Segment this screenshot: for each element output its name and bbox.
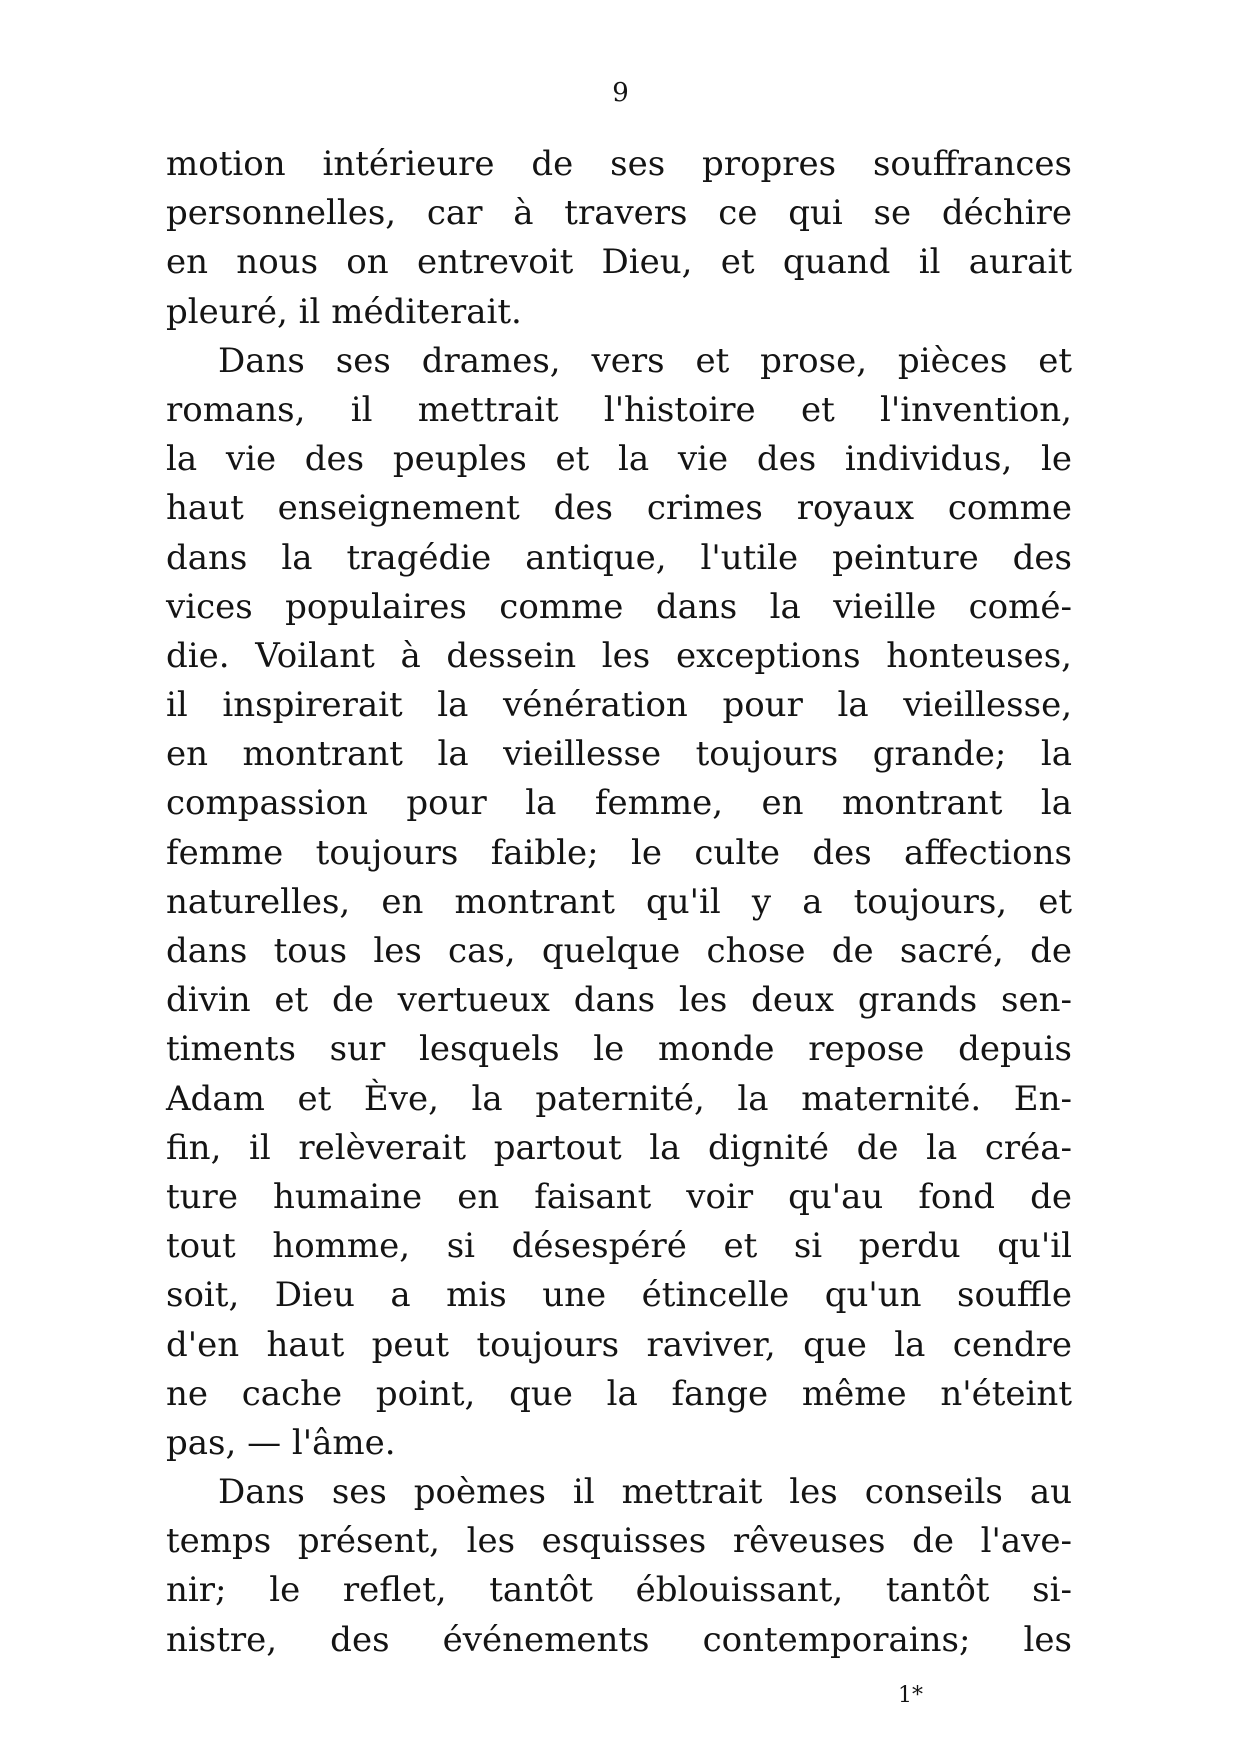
- text-line: timents sur lesquels le monde repose depuis: [166, 1029, 1072, 1070]
- text-line: la vie des peuples et la vie des individus, le: [166, 439, 1072, 480]
- text-line: pleuré, il méditerait.: [166, 291, 522, 332]
- text-line: naturelles, en montrant qu'il y a toujours, et: [166, 881, 1072, 922]
- text-line: pas, — l'âme.: [166, 1422, 396, 1463]
- text-line: Adam et Ève, la paternité, la maternité. En-: [166, 1078, 1072, 1119]
- text-line: die. Voilant à dessein les exceptions honteuses,: [166, 635, 1072, 676]
- paragraph-start-line: Dans ses drames, vers et prose, pièces et: [218, 340, 1072, 381]
- text-line: ture humaine en faisant voir qu'au fond de: [166, 1176, 1072, 1217]
- text-line: romans, il mettrait l'histoire et l'invention,: [166, 389, 1072, 430]
- text-line: il inspirerait la vénération pour la vieillesse,: [166, 685, 1072, 726]
- text-line: vices populaires comme dans la vieille comé-: [166, 586, 1072, 627]
- body-text: [166, 140, 1072, 1665]
- text-line: ne cache point, que la fange même n'éteint: [166, 1373, 1072, 1414]
- text-line: temps présent, les esquisses rêveuses de l'ave-: [166, 1521, 1072, 1562]
- text-line: personnelles, car à travers ce qui se déchire: [166, 193, 1072, 234]
- paragraph-start-line: Dans ses poèmes il mettrait les conseils au: [218, 1472, 1072, 1513]
- text-line: en montrant la vieillesse toujours grande; la: [166, 734, 1072, 775]
- text-line: motion intérieure de ses propres souffrances: [166, 144, 1072, 184]
- text-line: nir; le reflet, tantôt éblouissant, tantôt si-: [166, 1570, 1072, 1611]
- text-line: compassion pour la femme, en montrant la: [166, 783, 1072, 824]
- text-line: divin et de vertueux dans les deux grands sen-: [166, 980, 1072, 1021]
- text-line: d'en haut peut toujours raviver, que la cendre: [166, 1324, 1072, 1365]
- text-line: soit, Dieu a mis une étincelle qu'un souffle: [166, 1275, 1072, 1316]
- page-number: 9: [612, 78, 629, 108]
- text-line: nistre, des événements contemporains; les: [166, 1619, 1072, 1660]
- text-line: en nous on entrevoit Dieu, et quand il aurait: [166, 242, 1072, 283]
- text-line: femme toujours faible; le culte des affections: [166, 832, 1072, 873]
- printer-signature-mark: 1*: [898, 1683, 923, 1708]
- text-line: haut enseignement des crimes royaux comme: [166, 488, 1072, 529]
- text-line: dans la tragédie antique, l'utile peinture des: [166, 537, 1072, 578]
- text-line: tout homme, si désespéré et si perdu qu'il: [166, 1226, 1072, 1267]
- text-line: dans tous les cas, quelque chose de sacré, de: [166, 931, 1072, 971]
- text-line: fin, il relèverait partout la dignité de la créa-: [166, 1127, 1072, 1168]
